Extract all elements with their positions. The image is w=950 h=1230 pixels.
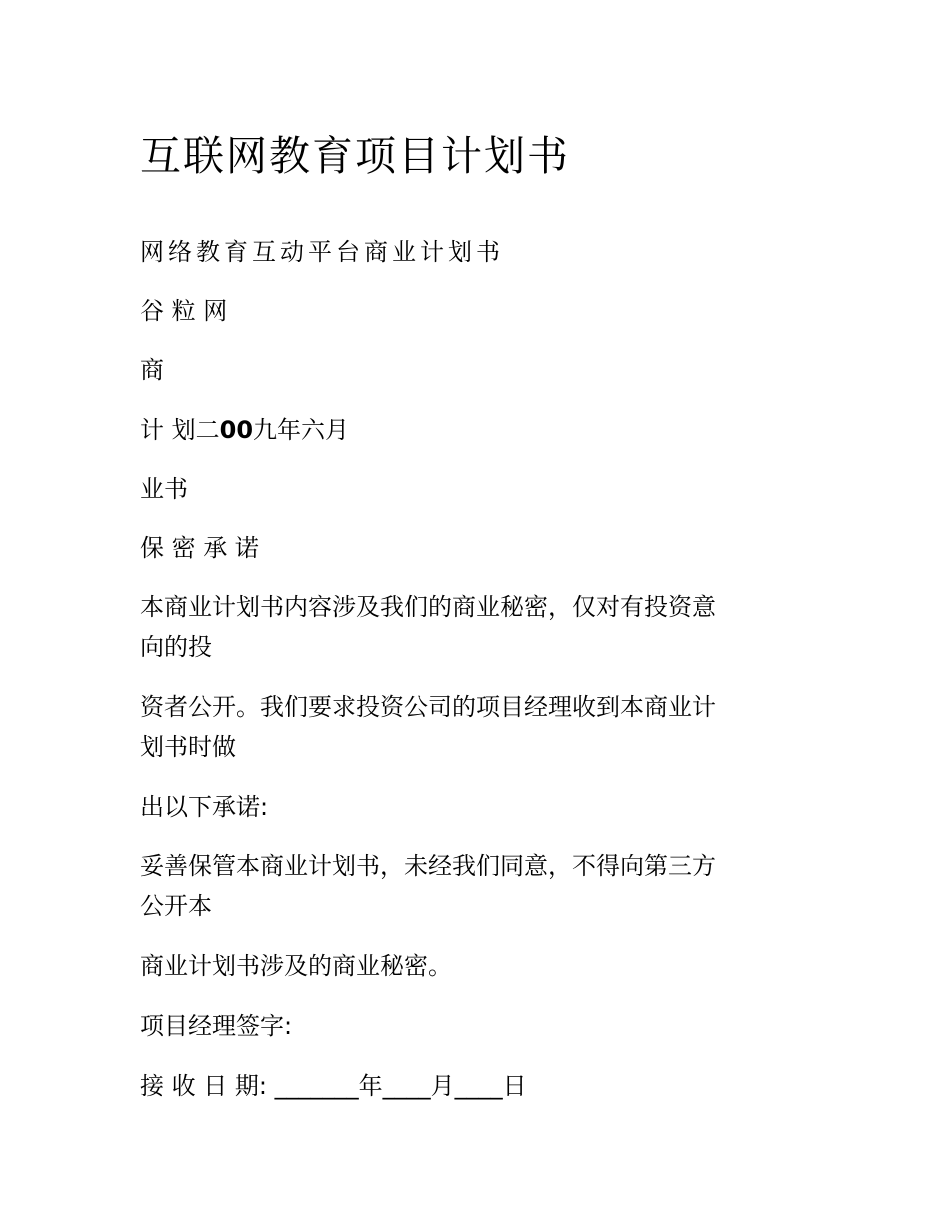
confidentiality-para2-line1: 资者公开。我们要求投资公司的项目经理收到本商业计 — [140, 693, 716, 721]
cover-company: 谷 粒 网 — [140, 297, 228, 325]
cover-line-shang: 商 — [140, 356, 164, 384]
cover-date — [140, 410, 800, 450]
confidentiality-para4-line2: 公开本 — [140, 892, 212, 920]
cover-line-yeshu: 业书 — [140, 475, 188, 503]
confidentiality-para5: 商业计划书涉及的商业秘密。 — [140, 952, 452, 980]
confidentiality-para1-line2: 向的投 — [140, 633, 212, 661]
cover-date-digits: 00 — [219, 416, 254, 444]
document-title: 互联网教育项目计划书 — [140, 132, 570, 180]
receipt-date-line: 接 收 日 期: _______年____月____日 — [140, 1072, 527, 1100]
confidentiality-para1-line1: 本商业计划书内容涉及我们的商业秘密，仅对有投资意 — [140, 593, 716, 621]
cover-date-prefix: 计 划二 — [140, 416, 220, 444]
confidentiality-para2-line2: 划书时做 — [140, 733, 236, 761]
cover-subtitle: 网络教育互动平台商业计划书 — [140, 238, 504, 266]
signature-label: 项目经理签字: — [140, 1012, 293, 1040]
confidentiality-para4-line1: 妥善保管本商业计划书，未经我们同意，不得向第三方 — [140, 852, 716, 880]
cover-date-suffix: 九年六月 — [253, 416, 350, 444]
confidentiality-para3: 出以下承诺: — [140, 793, 269, 821]
confidentiality-heading: 保 密 承 诺 — [140, 534, 259, 562]
